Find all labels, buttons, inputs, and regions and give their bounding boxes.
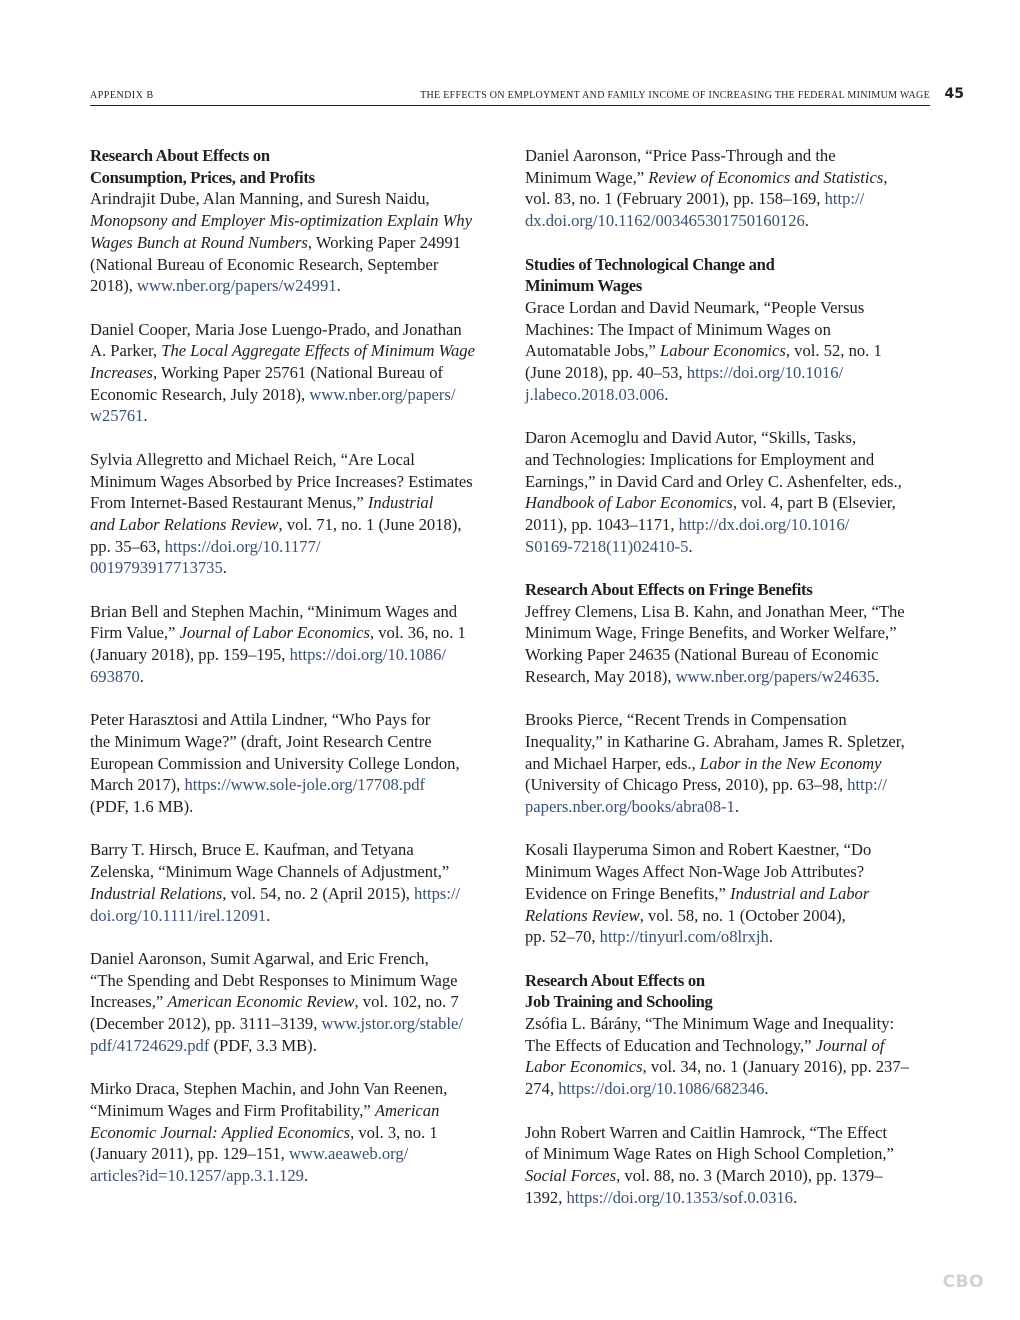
reference-link[interactable]: https://www.sole-jole.org/17708.pdf	[184, 775, 426, 795]
reference-item: Jeffrey Clemens, Lisa B. Kahn, and Jonathan Meer, “The Minimum Wage, Fringe Benefits, and Worker Welfare,” Working Paper 24635 (National Bureau of Economic Research, May 2018), www.nber.org/papers/w24635.	[525, 601, 905, 686]
reference-item: Daniel Aaronson, Sumit Agarwal, and Eric French, “The Spending and Debt Responses to Minimum Wage Increases,” American Economic Review, vol. 102, no. 7 (December 2012), pp. 3111–3139, www.jstor.org/stable/ pdf/41724629.pdf (PDF, 3.3 MB).	[90, 948, 463, 1055]
reference-link[interactable]: https://doi.org/10.1086/	[289, 645, 446, 665]
header-report-title: THE EFFECTS ON EMPLOYMENT AND FAMILY INCOME OF INCREASING THE FEDERAL MINIMUM WAGE	[420, 90, 930, 101]
section-heading-technological-change: Studies of Technological Change and Minimum Wages	[525, 254, 775, 296]
reference-link[interactable]: dx.doi.org/10.1162/003465301750160126	[525, 211, 805, 231]
header-rule	[90, 105, 930, 106]
reference-item: Daron Acemoglu and David Autor, “Skills, Tasks, and Technologies: Implications for Employment and Earnings,” in David Card and Orley C. Ashenfelter, eds., Handbook of Labor Economics, vol. 4, part B (Elsevier, 2011), pp. 1043–1171, http://dx.doi.org/10.1016/ S0169-7218(11)02410-5.	[525, 428, 902, 556]
reference-link[interactable]: doi.org/10.1111/irel.12091	[90, 905, 267, 925]
reference-item: Brian Bell and Stephen Machin, “Minimum Wages and Firm Value,” Journal of Labor Economics, vol. 36, no. 1 (January 2018), pp. 159–195, https://doi.org/10.1086/ 693870.	[90, 601, 466, 686]
reference-item: Kosali Ilayperuma Simon and Robert Kaestner, “Do Minimum Wages Affect Non-Wage Job Attributes? Evidence on Fringe Benefits,” Industrial and Labor Relations Review, vol. 58, no. 1 (October 2004), pp. 52–70, http://tinyurl.com/o8lrxjh.	[525, 840, 872, 947]
section-heading-fringe-benefits: Research About Effects on Fringe Benefits	[525, 580, 813, 600]
reference-link[interactable]: pdf/41724629.pdf	[90, 1035, 210, 1055]
reference-link[interactable]: papers.nber.org/books/abra08-1	[525, 797, 735, 817]
reference-link[interactable]: S0169-7218(11)02410-5	[525, 536, 689, 556]
reference-item: Grace Lordan and David Neumark, “People Versus Machines: The Impact of Minimum Wages on Automatable Jobs,” Labour Economics, vol. 52, no. 1 (June 2018), pp. 40–53, https://doi.org/10.1016/ j.labeco.2018.03.006.	[525, 297, 882, 404]
reference-link[interactable]: https://doi.org/10.1353/sof.0.0316	[566, 1187, 793, 1207]
reference-link[interactable]: www.jstor.org/stable/	[321, 1014, 463, 1034]
section-heading-consumption-prices-profits: Research About Effects on Consumption, Prices, and Profits	[90, 146, 315, 187]
reference-link[interactable]: www.nber.org/papers/w24635	[675, 666, 876, 686]
reference-link[interactable]: http://tinyurl.com/o8lrxjh	[599, 927, 769, 947]
reference-link[interactable]: https://doi.org/10.1016/	[686, 363, 844, 383]
reference-item: Brooks Pierce, “Recent Trends in Compensation Inequality,” in Katharine G. Abraham, James R. Spletzer, and Michael Harper, eds., Labor in the New Economy (University of Chicago Press, 2010), pp. 63–98, http:// papers.nber.org/books/abra08-1.	[525, 710, 905, 817]
reference-item: Barry T. Hirsch, Bruce E. Kaufman, and Tetyana Zelenska, “Minimum Wage Channels of Adjustment,” Industrial Relations, vol. 54, no. 2 (April 2015), https:// doi.org/10.1111/irel.12091.	[90, 840, 461, 925]
cbo-logo: CBO	[942, 1272, 984, 1292]
left-column	[90, 145, 495, 1187]
reference-link[interactable]: https://doi.org/10.1086/682346	[558, 1079, 765, 1099]
reference-link[interactable]: 0019793917713735	[90, 558, 223, 578]
reference-item: Peter Harasztosi and Attila Lindner, “Who Pays for the Minimum Wage?” (draft, Joint Research Centre European Commission and University College London, March 2017), https://www.sole-jole.org/17708.pdf (PDF, 1.6 MB).	[90, 710, 460, 817]
section-heading-job-training-schooling: Research About Effects on Job Training and Schooling	[525, 970, 713, 1012]
reference-item: Mirko Draca, Stephen Machin, and John Van Reenen, “Minimum Wages and Firm Profitability,” American Economic Journal: Applied Economics, vol. 3, no. 1 (January 2011), pp. 129–151, www.aeaweb.org/ articles?id=10.1257/app.3.1.129.	[90, 1079, 448, 1185]
reference-item: Arindrajit Dube, Alan Manning, and Suresh Naidu, Monopsony and Employer Mis-optimization Explain Why Wages Bunch at Round Numbers, Working Paper 24991 (National Bureau of Economic Research, September 2018), www.nber.org/papers/w24991.	[90, 189, 473, 296]
reference-link[interactable]: http://	[847, 775, 887, 795]
reference-link[interactable]: www.nber.org/papers/	[309, 384, 456, 404]
reference-link[interactable]: https://doi.org/10.1177/	[164, 536, 321, 556]
reference-link[interactable]: www.nber.org/papers/w24991	[137, 276, 337, 296]
reference-item: Sylvia Allegretto and Michael Reich, “Are Local Minimum Wages Absorbed by Price Increases? Estimates From Internet-Based Restaurant Menus,” Industrial and Labor Relations Review, vol. 71, no. 1 (June 2018), pp. 35–63, https://doi.org/10.1177/ 0019793917713735.	[90, 449, 473, 578]
reference-link[interactable]: www.aeaweb.org/	[288, 1144, 409, 1164]
header-appendix-label: APPENDIX B	[90, 90, 154, 101]
running-header	[90, 88, 964, 106]
reference-link[interactable]: w25761	[90, 406, 144, 426]
reference-link[interactable]: http://	[824, 189, 865, 209]
right-column	[525, 145, 935, 1208]
reference-item: John Robert Warren and Caitlin Hamrock, “The Effect of Minimum Wage Rates on High School Completion,” Social Forces, vol. 88, no. 3 (March 2010), pp. 1379– 1392, https://doi.org/10.1353/sof.0.0316.	[525, 1122, 894, 1207]
reference-item: Daniel Cooper, Maria Jose Luengo-Prado, and Jonathan A. Parker, The Local Aggregate Effects of Minimum Wage Increases, Working Paper 25761 (National Bureau of Economic Research, July 2018), www.nber.org/papers/ w25761.	[90, 319, 475, 426]
reference-link[interactable]: https://	[414, 883, 461, 903]
reference-link[interactable]: http://dx.doi.org/10.1016/	[678, 514, 850, 534]
reference-link[interactable]: articles?id=10.1257/app.3.1.129	[90, 1165, 304, 1185]
reference-item: Zsófia L. Bárány, “The Minimum Wage and Inequality: The Effects of Education and Technology,” Journal of Labor Economics, vol. 34, no. 1 (January 2016), pp. 237– 274, https://doi.org/10.1086/682346.	[525, 1014, 909, 1099]
page-number: 45	[944, 86, 964, 102]
reference-link[interactable]: j.labeco.2018.03.006	[525, 384, 665, 404]
reference-link[interactable]: 693870	[90, 666, 140, 686]
reference-item: Daniel Aaronson, “Price Pass-Through and the Minimum Wage,” Review of Economics and Statistics, vol. 83, no. 1 (February 2001), pp. 158–169, http:// dx.doi.org/10.1162/003465301750160126.	[525, 146, 888, 231]
